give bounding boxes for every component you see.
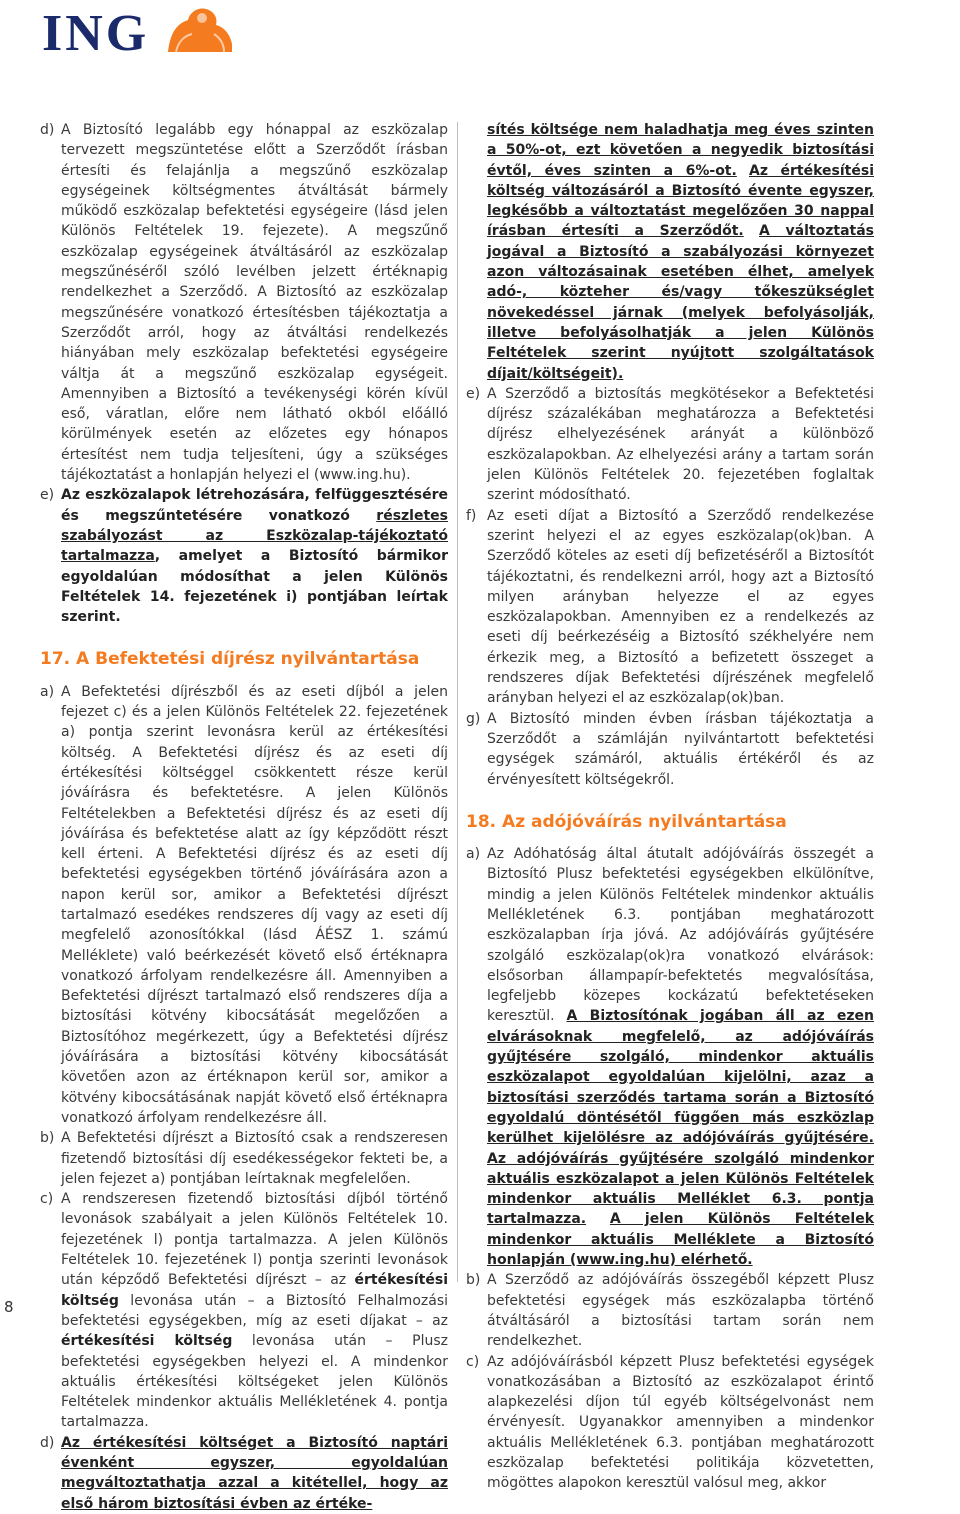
left-item-d-continued: d) A Biztosító legalább egy hónappal az eszközalap tervezett megszüntetése előtt a Szerződőt írásban értesíti és felajánlja a megszűnő eszközalap egységeinek költségmentes átváltását bármely működő eszközalap befektetési egységeire (lásd jelen Különös Feltételek 19. fejezete). A megszűnő eszközalap egységeinek átváltásáról az eszközalap megszűnéséről szóló levélben jelzett értéknapig rendelkezhet a Szerződő. A Biztosító az eszközalap megszűnésére vonatkozó értesítésben tájékoztatja a Szerződőt arról, hogy az átváltási rendelkezés hiányában mely eszközalap befektetési egységeire váltja át a megszűnő eszközalap egységeit. Amennyiben a Biztosító a tevékenységi körén kívül eső, váratlan, előre nem látható okból előálló körülmények esetén az előzetes egy hónapos értesítést nem tudja teljesíteni, úgy a szükséges tájékoztatást a honlapján helyezi el (www.ing.hu). <box>40 122 448 484</box>
right-item-a: a) Az Adóhatóság által átutalt adójóváírás összegét a Biztosító Plusz befektetési egységekben elkülönítve, mindig a jelen Különös Feltételek mindenkor aktuális Mellékletének 6.3. pontjában meghatározott eszközalapban írja jóvá. Az adójóváírás gyűjtésére szolgáló eszközalap(ok)ra vonatkozó elvárások: elsősorban állampapír-befektetés megvalósítása, legfeljebb közepes kockázatú befektetéseken keresztül. A Biztosítónak jogában áll az ezen elvárásoknak megfelelő, az adójóváírás gyűjtésére szolgáló, mindenkor aktuális eszközalapot egyoldalúan kijelölni, azaz a biztosítási szerződés tartama során a Biztosító egyoldalú döntésétől függően más eszközlap kerülhet kijelölésre az adójóváírás gyűjtésére. Az adójóváírás gyűjtésére szolgáló mindenkor aktuális eszközalapot a jelen Különös Feltételek mindenkor aktuális Melléklet 6.3. pontja tartalmazza. A jelen Különös Feltételek mindenkor aktuális Melléklete a Biztosító honlapján (www.ing.hu) elérhető. <box>466 846 875 1269</box>
right-item-c: c) Az adójóváírásból képzett Plusz befektetési egységek vonatkozásában a Biztosító az eszközalapot érintő alapkezelési díjon túl egyéb költségelvonást nem érvényesít. Ugyanakkor amennyiben a mindenkor aktuális Mellékletének 6.3. pontjában meghatározott eszközalap befektetési politikája közvetetten, mögöttes alapokon keresztül valósul meg, akkor <box>466 1353 874 1492</box>
column-divider <box>457 122 458 1282</box>
ing-logo-text: ING <box>42 5 150 62</box>
left-item-e: e) Az eszközalapok létrehozására, felfüggesztésére és megszűntetésére vonatkozó részletes szabályozást az Eszközalap-tájékoztató tartalmazza, amelyet a Biztosító bármikor egyoldalúan módosíthat a jelen Különös Feltételek 14. fejezetének i) pontjában leírtak szerint. <box>40 487 448 626</box>
left-item-a: a) A Befektetési díjrészből és az eseti díjból a jelen fejezet c) és a jelen Különös Feltételek 22. fejezetének a) pontja szerint levonásra kerül az értékesítési költség. A Befektetési díjrész és az eseti díj értékesítési költséggel csökkentett része kerül jóváírásra és befektetésre. A jelen Különös Feltételekben a Befektetési díjrész és az eseti díj jóváírása és befektetése alatt az így képződött részt kell érteni. A Befektetési díjrész és az eseti díj befektetési egységekben történő jóváírására azon a napon kerül sor, amikor a Befektetési díjrészt tartalmazó esedékes rendszeres díj vagy az eseti díj megfelelő azonosítókkal (lásd ÁÉSZ 1. számú Melléklete) való beérkezését követő első értéknapra vonatkozó árfolyam rendelkezésre áll. Amennyiben a Befektetési díjrészt tartalmazó első rendszeres díja a biztosítási kötvény kibocsátását megelőzően a Biztosítóhoz megérkezett, úgy a Befektetési díjrész jóváírására a biztosítási kötvény kibocsátását követően azon az értéknapon kerül sor, amikor a kötvény kibocsátásának napját követő első értéknapra vonatkozó árfolyam rendelkezésre áll. <box>40 683 448 1126</box>
left-item-c: c) A rendszeresen fizetendő biztosítási díjból történő levonások szabályait a jelen Különös Feltételek 10. fejezetének l) pontja tartalmazza. A jelen Különös Feltételek 10. fejezetének l) pontja szerinti levonások után képződő Befektetési díjrészt – az értékesítési költség levonása után – a Biztosító Felhalmozási befektetési egységekben, míg az eseti díjakat – az értékesítési költség levonása után – Plusz befektetési egységekben helyezi el. A mindenkor aktuális értékesítési költségeket jelen Különös Feltételek mindenkor aktuális Mellékletének 4. pontja tartalmazza. <box>40 1191 448 1431</box>
section-17-heading: 17. A Befektetési díjrész nyilvántartása <box>40 649 420 670</box>
right-item-g: g) A Biztosító minden évben írásban tájékoztatja a Szerződőt a számláján nyilvántartott befektetési egységek számáról, aktuális értékéről és az érvényesített költségekről. <box>466 710 874 788</box>
right-item-e: e) A Szerződő a biztosítás megkötésekor a Befektetési díjrész százalékában meghatározza a Befektetési díjrész elhelyezésének arányát a különböző eszközalapokban. Az elhelyezési arány a tartam során jelen Különös Feltételek 20. fejezetében foglaltak szerint módosítható. <box>466 385 874 504</box>
right-item-f: f) Az eseti díjat a Biztosító a Szerződő rendelkezése szerint helyezi el az egyes eszközalap(ok)ban. A Szerződő köteles az eseti díj befizetéséről a Biztosítót tájékoztatni, és rendelkezni arról, hogy azt a Biztosító milyen arányban helyezze el az egyes eszközalapokban. Amennyiben ez a rendelkezés az eseti díj beérkezéséig a Biztosító székhelyére nem érkezik meg, a Biztosító a befizetett összeget a rendszeres díjak Befektetési díjrészének megfelelő arányban helyezi el az eszközalap(ok)ban. <box>466 507 874 707</box>
right-item-b: b) A Szerződő az adójóváírás összegéből képzett Plusz befektetési egységek más eszközalapba történő átváltásáról a biztosítási tartam során nem rendelkezhet. <box>466 1272 874 1350</box>
page-number: 8 <box>4 1298 14 1316</box>
left-item-b: b) A Befektetési díjrészt a Biztosító csak a rendszeresen fizetendő biztosítási díj esedékességekor fekteti be, a jelen fejezet a) pontjában leírtaknak megfelelően. <box>40 1130 448 1187</box>
right-item-d-continued: sítés költsége nem haladhatja meg éves szinten a 50%-ot, ezt követően a negyedik biztosítási évtől, éves szinten a 6%-ot. Az értékesítési költség változásáról a Biztosító évente egyszer, legkésőbb a változtatást megelőzően 30 nappal írásban értesíti a Szerződőt. A változtatás jogával a Biztosító a szabályozási környezet azon változásainak esetében élhet, amelyek adó-, közteher és/vagy tőkeszükséglet növekedéssel járnak (melyek befolyásolják, illetve befolyásolhatják a jelen Különös Feltételek szerint nyújtott szolgáltatások díjait/költségeit). <box>487 122 875 382</box>
section-18-heading: 18. Az adójóváírás nyilvántartása <box>466 811 787 832</box>
right-column <box>466 120 874 1494</box>
left-item-d: d) Az értékesítési költséget a Biztosító naptári évenként egyszer, egyoldalúan megváltoztathatja azzal a kitétellel, hogy az első három biztosítási évben az értéke- <box>40 1434 448 1512</box>
left-column <box>40 120 448 1514</box>
page-header <box>0 0 960 78</box>
lion-logo-icon <box>162 4 236 56</box>
